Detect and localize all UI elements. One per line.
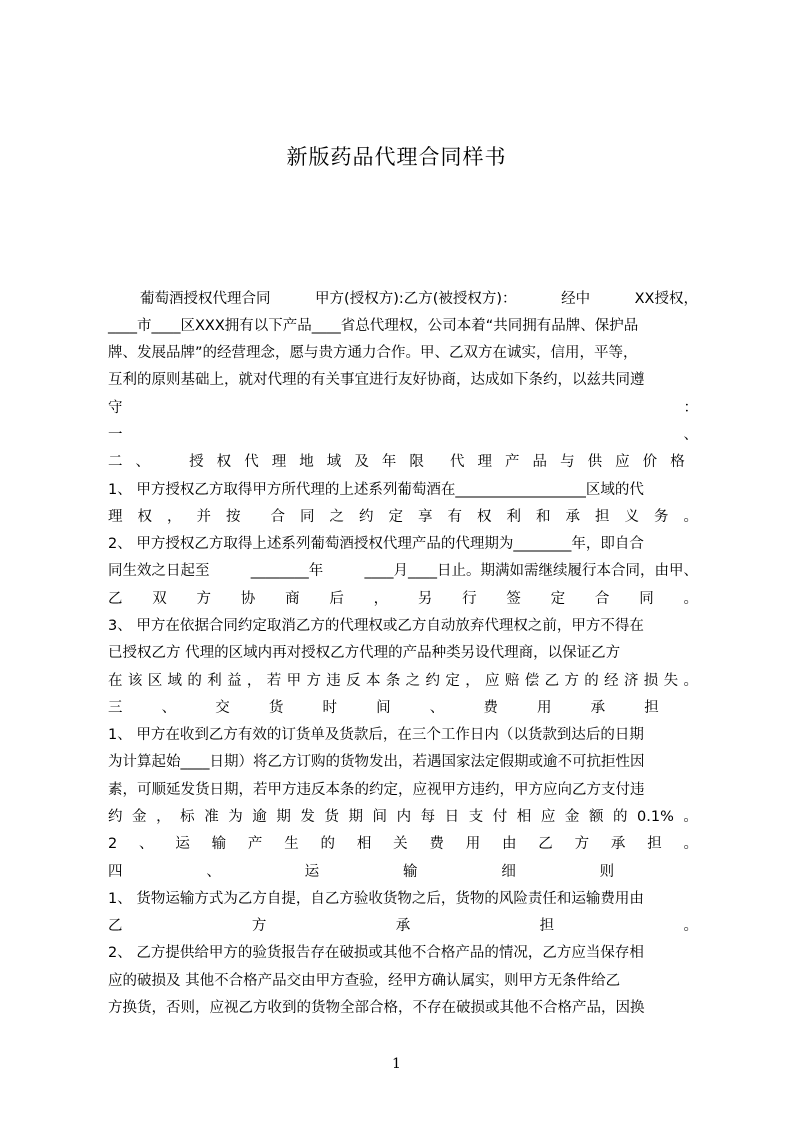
- text-segment: 金: [132, 809, 147, 825]
- text-segment: 承: [395, 918, 411, 934]
- body-line: 2、 甲方授权乙方取得上述系列葡萄酒授权代理产品的代理期为________年，即自合: [108, 536, 644, 552]
- text-segment: 义: [624, 509, 639, 525]
- text-segment: 担: [647, 836, 662, 852]
- text-segment: 和: [536, 509, 551, 525]
- text-segment: 逾: [252, 809, 267, 825]
- text-segment: 。: [683, 836, 698, 852]
- text-segment: 运: [175, 836, 190, 852]
- text-segment: 同生效之日起至: [108, 563, 210, 579]
- text-segment: 授: [189, 454, 204, 470]
- text-segment: 理: [477, 454, 492, 470]
- text-segment: 行: [462, 591, 477, 607]
- text-segment: 商: [285, 591, 300, 607]
- text-segment: 用: [465, 836, 481, 852]
- text-segment: 偿: [524, 673, 540, 689]
- text-segment: 按: [226, 509, 241, 525]
- text-segment: 理: [271, 454, 287, 470]
- text-segment: 产: [247, 836, 263, 852]
- text-segment: 。: [683, 809, 698, 825]
- text-segment: 签: [506, 591, 521, 607]
- text-segment: 金: [564, 809, 580, 825]
- text-segment: 用: [537, 700, 552, 716]
- text-segment: 之: [405, 673, 421, 689]
- text-segment: 之: [329, 509, 344, 525]
- text-segment: 的: [612, 809, 628, 825]
- text-segment: 及: [354, 454, 369, 470]
- text-segment: 方: [574, 836, 590, 852]
- text-segment: 权: [216, 454, 232, 470]
- body-line: [108, 668, 698, 694]
- text-segment: 理: [108, 509, 123, 525]
- text-segment: 标: [180, 809, 195, 825]
- text-segment: 乙: [108, 591, 123, 607]
- text-segment: 关: [393, 836, 408, 852]
- text-segment: 在: [108, 673, 123, 689]
- text-segment: 定: [550, 591, 566, 607]
- text-segment: 约: [359, 509, 374, 525]
- text-segment: 方: [251, 918, 267, 934]
- text-segment: 济: [623, 673, 639, 689]
- text-segment: 担: [539, 918, 555, 934]
- text-segment: 利: [506, 509, 521, 525]
- text-segment: 益: [227, 673, 242, 689]
- text-segment: 另: [417, 591, 433, 607]
- text-segment: 为: [228, 809, 243, 825]
- text-segment: 、: [161, 700, 177, 716]
- text-segment: 相: [516, 809, 532, 825]
- text-segment: 乙: [544, 673, 560, 689]
- page-number: 1: [392, 1056, 401, 1072]
- body-line: 1、 甲方在收到乙方有效的订货单及货款后，在三个工作日内（以货款到达后的日期: [108, 727, 644, 743]
- text-segment: 本: [365, 673, 381, 689]
- text-segment: 方: [306, 673, 321, 689]
- text-segment: 的: [320, 836, 336, 852]
- text-segment: 每: [420, 809, 436, 825]
- body-line: 3、 甲方在依据合同约定取消乙方的代理权或乙方自动放弃代理权之前，甲方不得在: [108, 618, 644, 634]
- text-segment: 约: [425, 673, 440, 689]
- text-segment: 年: [381, 454, 397, 470]
- body-line: [108, 449, 698, 475]
- text-segment: 甲: [286, 673, 302, 689]
- body-line: [108, 831, 698, 857]
- text-segment: 承: [610, 836, 626, 852]
- text-segment: 权: [137, 509, 152, 525]
- text-segment: 时: [322, 700, 337, 716]
- text-segment: 享: [418, 509, 433, 525]
- text-segment: XX授权，: [634, 291, 698, 307]
- body-line: 2、 乙方提供给甲方的验货报告存在破损或其他不合格产品的情况，乙方应当保存相: [108, 945, 644, 961]
- text-segment: 。: [683, 591, 698, 607]
- text-segment: 葡萄酒授权代理合同: [140, 291, 271, 307]
- text-segment: 权: [477, 509, 492, 525]
- text-segment: 0.1%: [637, 809, 674, 825]
- text-segment: 若: [266, 673, 282, 689]
- text-segment: 限: [409, 454, 424, 470]
- text-segment: 由: [502, 836, 517, 852]
- text-segment: 后: [329, 591, 344, 607]
- body-line: 为计算起始____日期）将乙方订购的货物发出，若遇国家法定假期或逾不可抗拒性因: [108, 754, 645, 770]
- text-segment: 方: [196, 591, 212, 607]
- body-line: 素，可顺延发货日期，若甲方违反本条的约定，应视甲方违约，甲方应向乙方支付违: [108, 782, 645, 798]
- text-segment: 域: [326, 454, 342, 470]
- text-segment: 期: [348, 809, 363, 825]
- text-segment: 货: [324, 809, 339, 825]
- text-segment: ，: [167, 509, 182, 525]
- text-segment: ，: [373, 591, 389, 607]
- text-segment: 内: [396, 809, 412, 825]
- text-segment: 、: [206, 864, 221, 880]
- text-segment: 合: [594, 591, 610, 607]
- text-segment: 条: [385, 673, 401, 689]
- text-segment: 四: [108, 864, 123, 880]
- text-segment: 。: [683, 918, 698, 934]
- body-line: ____市____区XXX拥有以下产品____省总代理权，公司本着“共同拥有品牌、保护品: [108, 318, 639, 334]
- text-segment: ，: [465, 673, 480, 689]
- text-segment: 交: [215, 700, 230, 716]
- text-segment: 经中: [561, 291, 591, 307]
- text-segment: 的: [187, 673, 202, 689]
- text-segment: 代: [244, 454, 259, 470]
- text-segment: 间: [376, 700, 391, 716]
- text-segment: 间: [372, 809, 388, 825]
- text-segment: 地: [299, 454, 314, 470]
- text-segment: 失: [663, 673, 679, 689]
- text-segment: 有: [447, 509, 462, 525]
- body-line: 方换货，否则，应视乙方收到的货物全部合格，不存在破损或其他不合格产品，因换: [108, 1000, 645, 1016]
- body-line: [108, 804, 698, 830]
- text-segment: 、: [139, 836, 154, 852]
- body-line: [108, 586, 698, 612]
- text-segment: 甲方(授权方):乙方(被授权方)：: [315, 291, 517, 307]
- text-segment: 约: [108, 809, 123, 825]
- body-line: [108, 558, 698, 584]
- text-segment: 并: [196, 509, 211, 525]
- text-segment: 、: [135, 454, 151, 470]
- text-segment: 乙: [538, 836, 553, 852]
- text-segment: 费: [483, 700, 498, 716]
- text-segment: 。: [683, 673, 698, 689]
- text-segment: 运: [304, 864, 320, 880]
- text-segment: 日: [444, 809, 460, 825]
- text-segment: 承: [590, 700, 606, 716]
- text-segment: 一: [108, 427, 123, 443]
- text-segment: 相: [356, 836, 372, 852]
- text-segment: 利: [207, 673, 222, 689]
- text-segment: 担: [595, 509, 610, 525]
- text-segment: 品: [532, 454, 548, 470]
- body-line: 已授权乙方 代理的区域内再对授权乙方代理的产品种类另设代理商，以保证乙方: [108, 645, 621, 661]
- body-line: 1、 甲方授权乙方取得甲方所代理的上述系列葡萄酒在__________________区域的代: [108, 482, 644, 498]
- text-segment: 域: [167, 673, 183, 689]
- body-line: [108, 395, 698, 421]
- text-segment: 区: [147, 673, 163, 689]
- text-segment: 应: [615, 454, 630, 470]
- body-line: 互利的原则基础上，就对代理的有关事宜进行友好协商，达成如下条约，以兹共同遵: [108, 372, 645, 388]
- text-segment: ，: [156, 809, 171, 825]
- text-segment: 生: [284, 836, 299, 852]
- text-segment: 货: [268, 700, 284, 716]
- text-segment: 发: [300, 809, 315, 825]
- body-line: [108, 859, 698, 885]
- text-segment: 违: [326, 673, 341, 689]
- text-segment: 赔: [504, 673, 520, 689]
- text-segment: 与: [560, 454, 575, 470]
- text-segment: 、: [683, 427, 698, 443]
- text-segment: 反: [346, 673, 361, 689]
- text-segment: 乙: [108, 918, 123, 934]
- text-segment: 的: [584, 673, 599, 689]
- text-segment: 输: [211, 836, 227, 852]
- text-segment: 方: [564, 673, 579, 689]
- text-segment: 应: [540, 809, 556, 825]
- text-segment: 该: [127, 673, 143, 689]
- body-line: [108, 913, 698, 939]
- text-segment: 定: [388, 509, 403, 525]
- text-segment: 期: [276, 809, 291, 825]
- text-segment: 格: [670, 454, 685, 470]
- text-segment: 、: [429, 700, 445, 716]
- text-segment: 费: [429, 836, 444, 852]
- text-segment: 定: [445, 673, 460, 689]
- text-segment: 协: [240, 591, 256, 607]
- text-segment: 价: [642, 454, 658, 470]
- text-segment: 付: [492, 809, 508, 825]
- text-segment: 同: [300, 509, 315, 525]
- text-segment: 2: [108, 836, 118, 852]
- text-segment: 双: [152, 591, 167, 607]
- text-segment: 则: [599, 864, 615, 880]
- body-line: 牌、发展品牌”的经营理念，愿与贵方通力合作。甲、乙双方在诚实，信用，平等，: [108, 345, 638, 361]
- text-segment: 代: [449, 454, 465, 470]
- body-line: [108, 504, 698, 530]
- text-segment: 供: [587, 454, 603, 470]
- text-segment: 经: [604, 673, 619, 689]
- text-segment: ，: [246, 673, 262, 689]
- text-segment: 产: [505, 454, 520, 470]
- text-segment: 输: [402, 864, 418, 880]
- text-segment: 守: [108, 400, 123, 416]
- body-line: [108, 695, 698, 721]
- text-segment: 额: [588, 809, 604, 825]
- text-segment: 支: [468, 809, 484, 825]
- text-segment: 。: [683, 509, 698, 525]
- text-segment: 三: [108, 700, 123, 716]
- text-segment: 同: [639, 591, 654, 607]
- text-segment: 合: [270, 509, 285, 525]
- body-line: 应的破损及 其他不合格产品交由甲方查验，经甲方确认属实，则甲方无条件给乙: [108, 973, 621, 989]
- text-segment: ____月____日止。期满如需继续履行本合同，由甲、: [364, 563, 698, 579]
- text-segment: 细: [501, 864, 516, 880]
- body-line: [108, 286, 698, 312]
- text-segment: 准: [204, 809, 219, 825]
- text-segment: ________年: [250, 563, 324, 579]
- text-segment: 应: [485, 673, 500, 689]
- text-segment: 担: [644, 700, 659, 716]
- body-line: [108, 422, 698, 448]
- text-segment: 二: [108, 454, 123, 470]
- text-segment: ：: [683, 400, 698, 416]
- document-title: 新版药品代理合同样书: [286, 145, 507, 169]
- text-segment: 承: [565, 509, 580, 525]
- text-segment: 损: [643, 673, 659, 689]
- body-line: 1、 货物运输方式为乙方自提，自乙方验收货物之后，货物的风险责任和运输费用由: [108, 891, 644, 907]
- text-segment: 务: [654, 509, 669, 525]
